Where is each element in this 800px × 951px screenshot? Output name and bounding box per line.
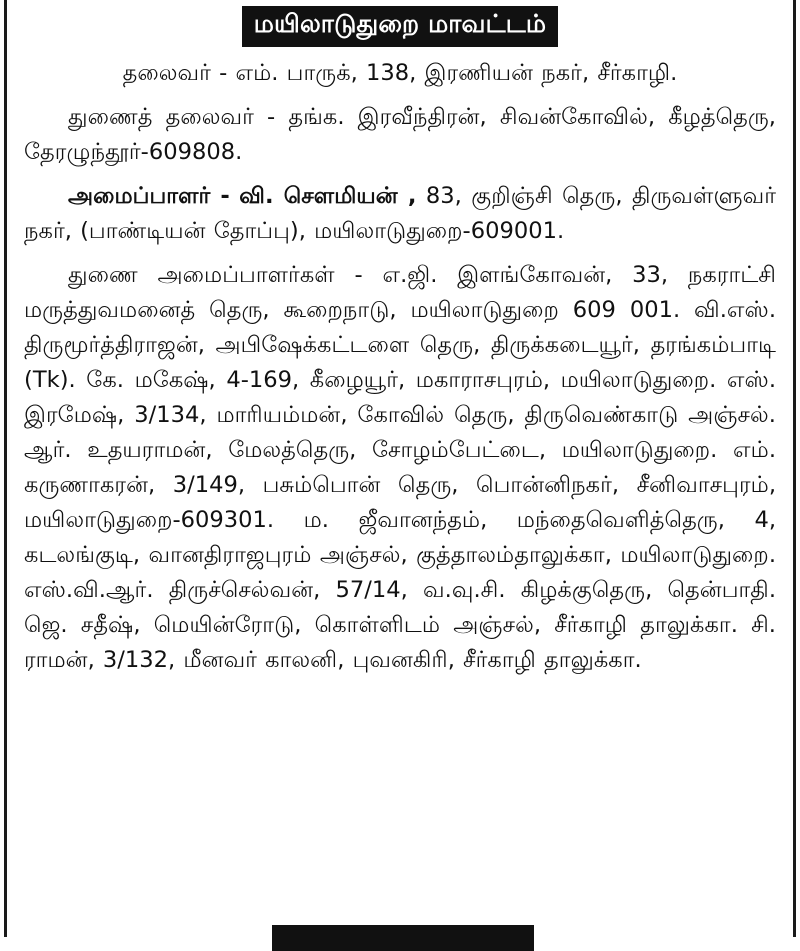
vice-president-entry [24,100,776,170]
deputy-organizers-details: எ.ஜி. இளங்கோவன், 33, நகராட்சி மருத்துவமனைத் தெரு, கூறைநாடு, மயிலாடுதுறை 609 001. வி.எஸ். திருமூர்த்திராஜன், அபிஷேக்கட்டளை தெரு, திருக்கடையூர், தரங்கம்பாடி (Tk). கே. மகேஷ், 4-169, கீழையூர், மகாராசபுரம், மயிலாடுதுறை. எஸ். இரமேஷ், 3/134, மாரியம்மன், கோவில் தெரு, திருவெண்காடு அஞ்சல். ஆர். உதயராமன், மேலத்தெரு, சோழம்பேட்டை, மயிலாடுதுறை. எம். கருணாகரன், 3/149, பசும்பொன் தெரு, பொன்னிநகர், சீனிவாசபுரம், மயிலாடுதுறை-609301. ம. ஜீவானந்தம், மந்தைவெளித்தெரு, 4, கடலங்குடி, வானதிராஜபுரம் அஞ்சல், குத்தாலம்தாலுக்கா, மயிலாடுதுறை. எஸ்.வி.ஆர். திருச்செல்வன், 57/14, வ.வு.சி. கிழக்குதெரு, தென்பாதி. ஜெ. சதீஷ், மெயின்ரோடு, கொள்ளிடம் அஞ்சல், சீர்காழி தாலுக்கா. சி. ராமன், 3/132, மீனவர் காலனி, புவனகிரி, சீர்காழி தாலுக்கா. [24,262,777,673]
president-details: எம். பாருக், 138, இரணியன் நகர், சீர்காழி. [235,60,678,86]
left-column-rule [4,0,7,937]
article-body [24,56,776,687]
president-role: தலைவர் - [122,60,228,86]
organizer-entry [24,179,776,249]
right-column-rule [793,0,796,937]
organizer-details: 83, குறிஞ்சி தெரு, திருவள்ளுவர் நகர், (பாண்டியன் தோப்பு), மயிலாடுதுறை-609001. [24,183,777,244]
vice-president-role: துணைத் தலைவர் - [68,104,276,130]
organizer-role: அமைப்பாளர் - [68,183,230,209]
organizer-name: வி. செளமியன் , [239,183,417,209]
vice-president-details: தங்க. இரவீந்திரன், சிவன்கோவில், கீழத்தெரு, தேரழுந்தூர்-609808. [24,104,776,165]
deputy-organizers-role: துணை அமைப்பாளர்கள் - [68,262,363,288]
next-section-heading-bar [272,925,534,951]
president-entry [24,56,776,91]
deputy-organizers-entry [24,258,776,678]
section-heading-wrapper [0,6,800,47]
section-heading: மயிலாடுதுறை மாவட்டம் [242,6,558,47]
